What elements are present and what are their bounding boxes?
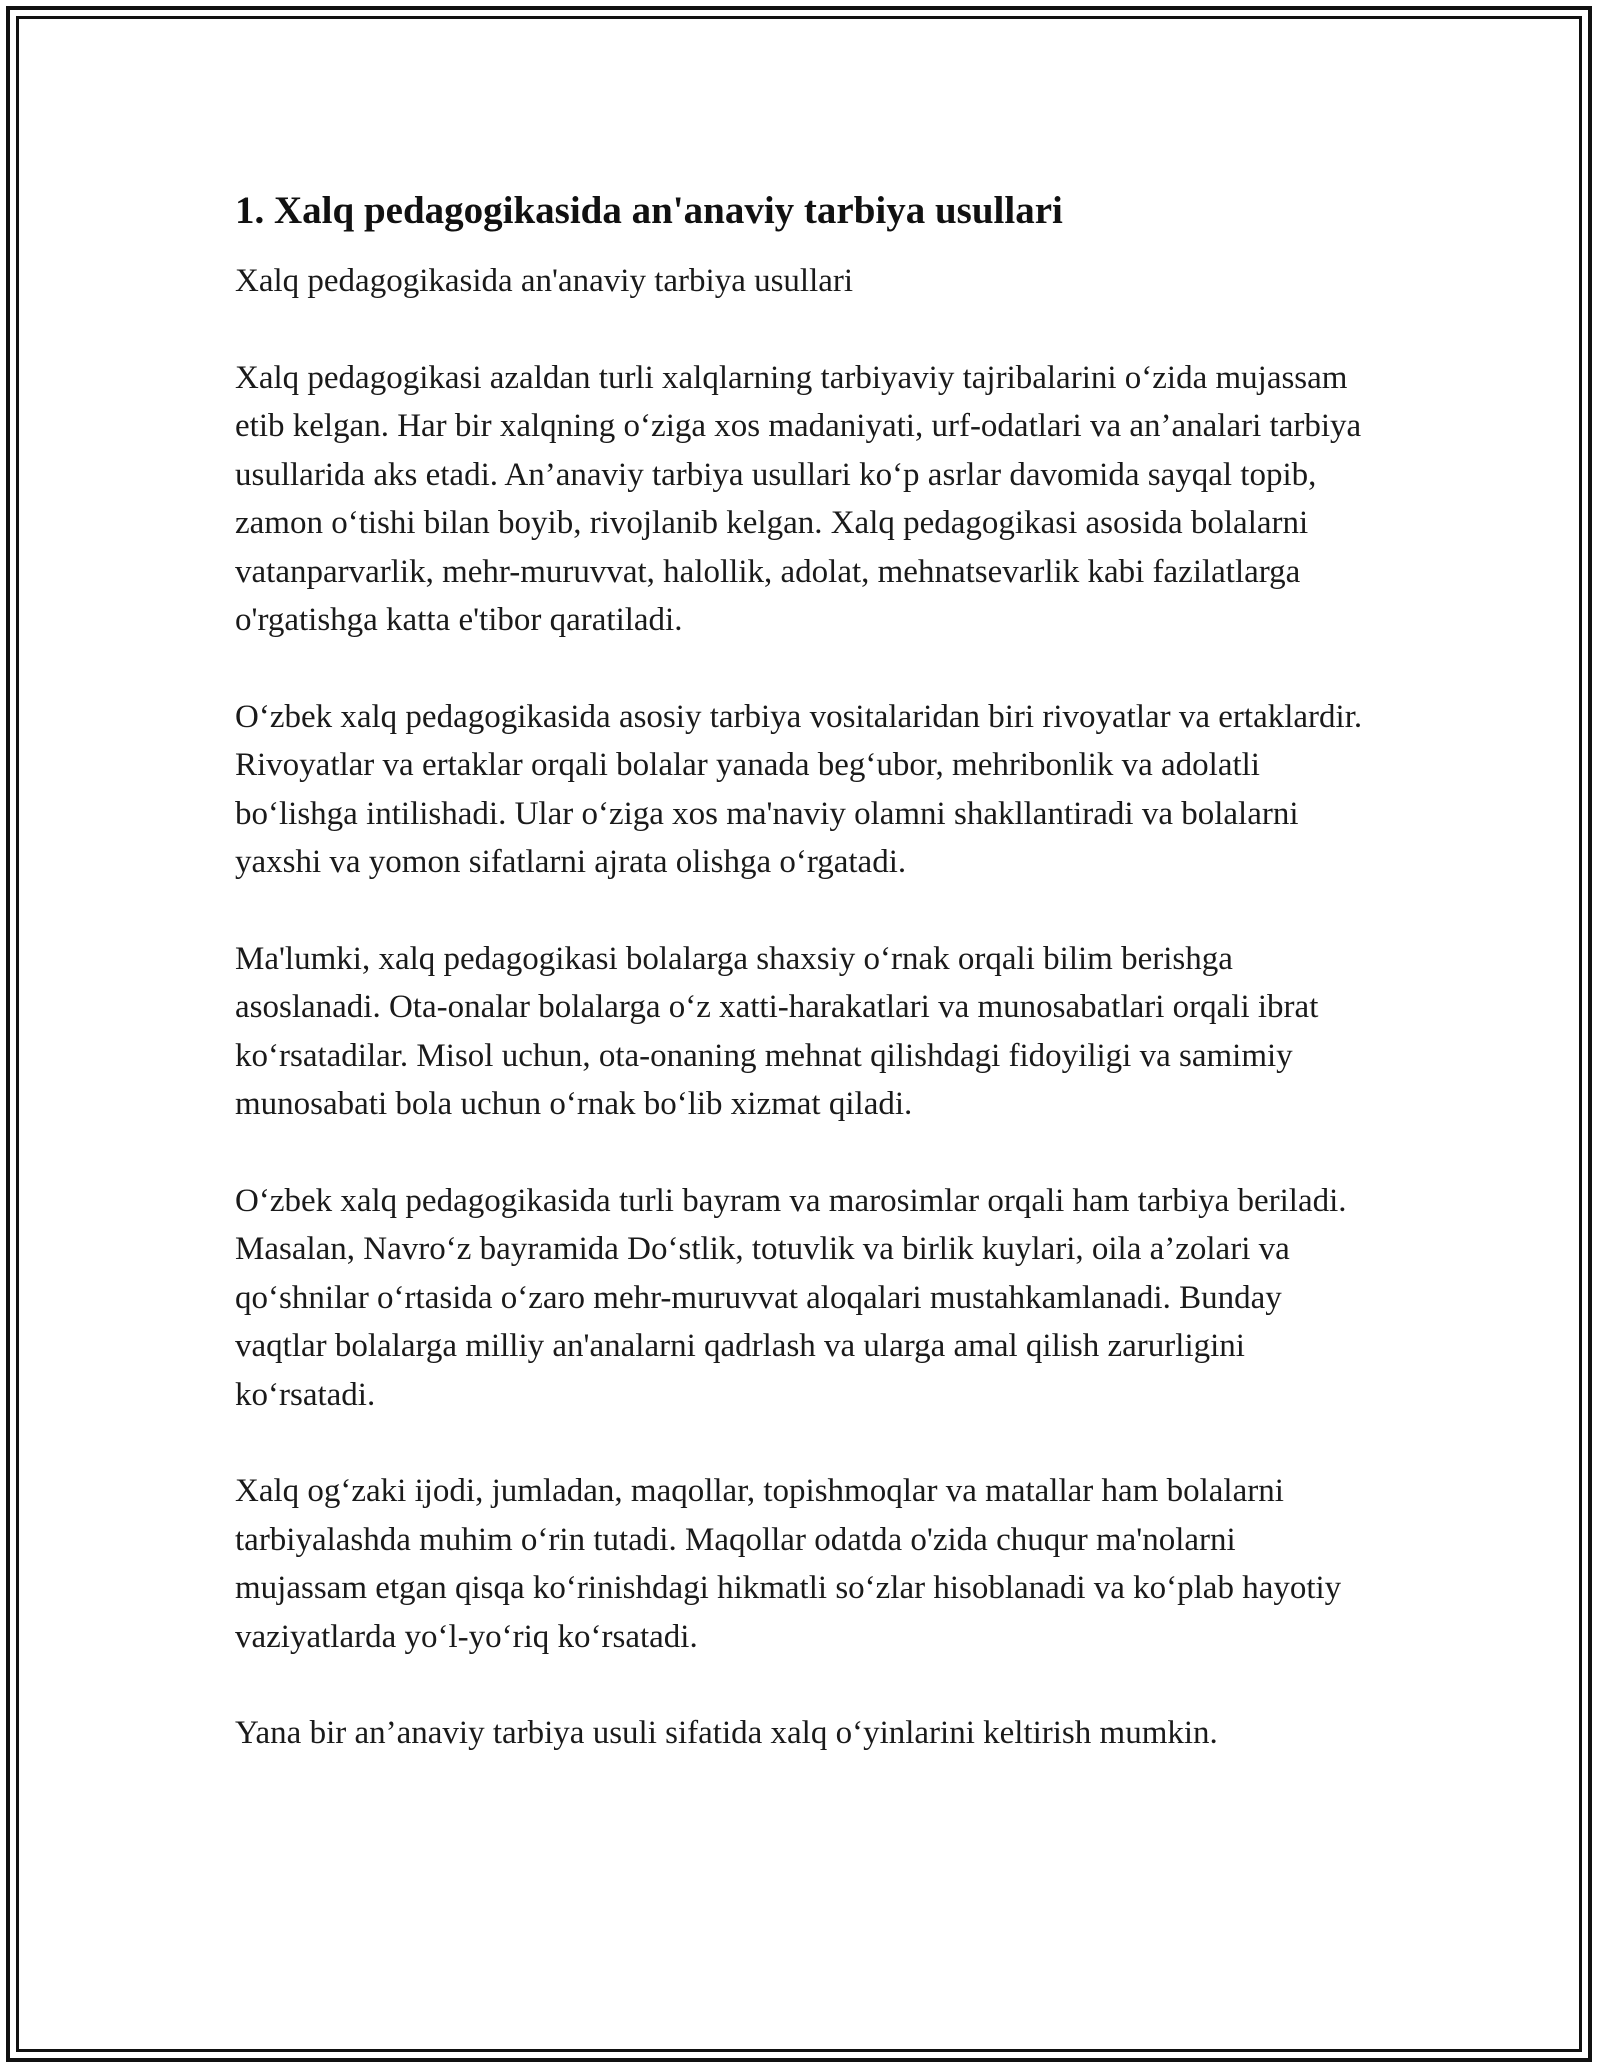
- paragraph-2: O‘zbek xalq pedagogikasida asosiy tarbiya vositalaridan biri rivoyatlar va ertaklardir. Rivoyatlar va ertaklar orqali bolalar yanada beg‘ubor, mehribonlik va adolatli bo‘lishga intilishadi. Ular o‘ziga xos ma'naviy olamni shakllantiradi va bolalarni yaxshi va yomon sifatlarni ajrata olishga o‘rgatadi.: [235, 698, 1363, 880]
- paragraph-6: Yana bir an’anaviy tarbiya usuli sifatida xalq o‘yinlarini keltirish mumkin.: [235, 1715, 1218, 1751]
- paragraph-1: Xalq pedagogikasi azaldan turli xalqlarning tarbiyaviy tajribalarini o‘zida mujassam etib kelgan. Har bir xalqning o‘ziga xos madaniyati, urf-odatlari va an’analari tarbiya usullarida aks etadi. An’anaviy tarbiya usullari ko‘p asrlar davomida sayqal topib, zamon o‘tishi bilan boyib, rivojlanib kelgan. Xalq pedagogikasi asosida bolalarni vatanparvarlik, mehr-muruvvat, halollik, adolat, mehnatsevarlik kabi fazilatlarga o'rgatishga katta e'tibor qaratiladi.: [235, 359, 1362, 638]
- document-subtitle: Xalq pedagogikasida an'anaviy tarbiya usullari: [235, 263, 854, 299]
- paragraph-4: O‘zbek xalq pedagogikasida turli bayram va marosimlar orqali ham tarbiya beriladi. Masalan, Navro‘z bayramida Do‘stlik, totuvlik va birlik kuylari, oila a’zolari va qo‘shnilar o‘rtasida o‘zaro mehr-muruvvat aloqalari mustahkamlanadi. Bunday vaqtlar bolalarga milliy an'analarni qadrlash va ularga amal qilish zarurligini ko‘rsatadi.: [235, 1182, 1347, 1413]
- document-body: [235, 185, 1375, 1758]
- document-heading: 1. Xalq pedagogikasida an'anaviy tarbiya usullari: [235, 189, 1063, 232]
- paragraph-5: Xalq og‘zaki ijodi, jumladan, maqollar, topishmoqlar va matallar ham bolalarni tarbiyalashda muhim o‘rin tutadi. Maqollar odatda o'zida chuqur ma'nolarni mujassam etgan qisqa ko‘rinishdagi hikmatli so‘zlar hisoblanadi va ko‘plab hayotiy vaziyatlarda yo‘l-yo‘riq ko‘rsatadi.: [235, 1473, 1342, 1655]
- paragraph-3: Ma'lumki, xalq pedagogikasi bolalarga shaxsiy o‘rnak orqali bilim berishga asoslanadi. Ota-onalar bolalarga o‘z xatti-harakatlari va munosabatlari orqali ibrat ko‘rsatadilar. Misol uchun, ota-onaning mehnat qilishdagi fidoyiligi va samimiy munosabati bola uchun o‘rnak bo‘lib xizmat qiladi.: [235, 940, 1319, 1122]
